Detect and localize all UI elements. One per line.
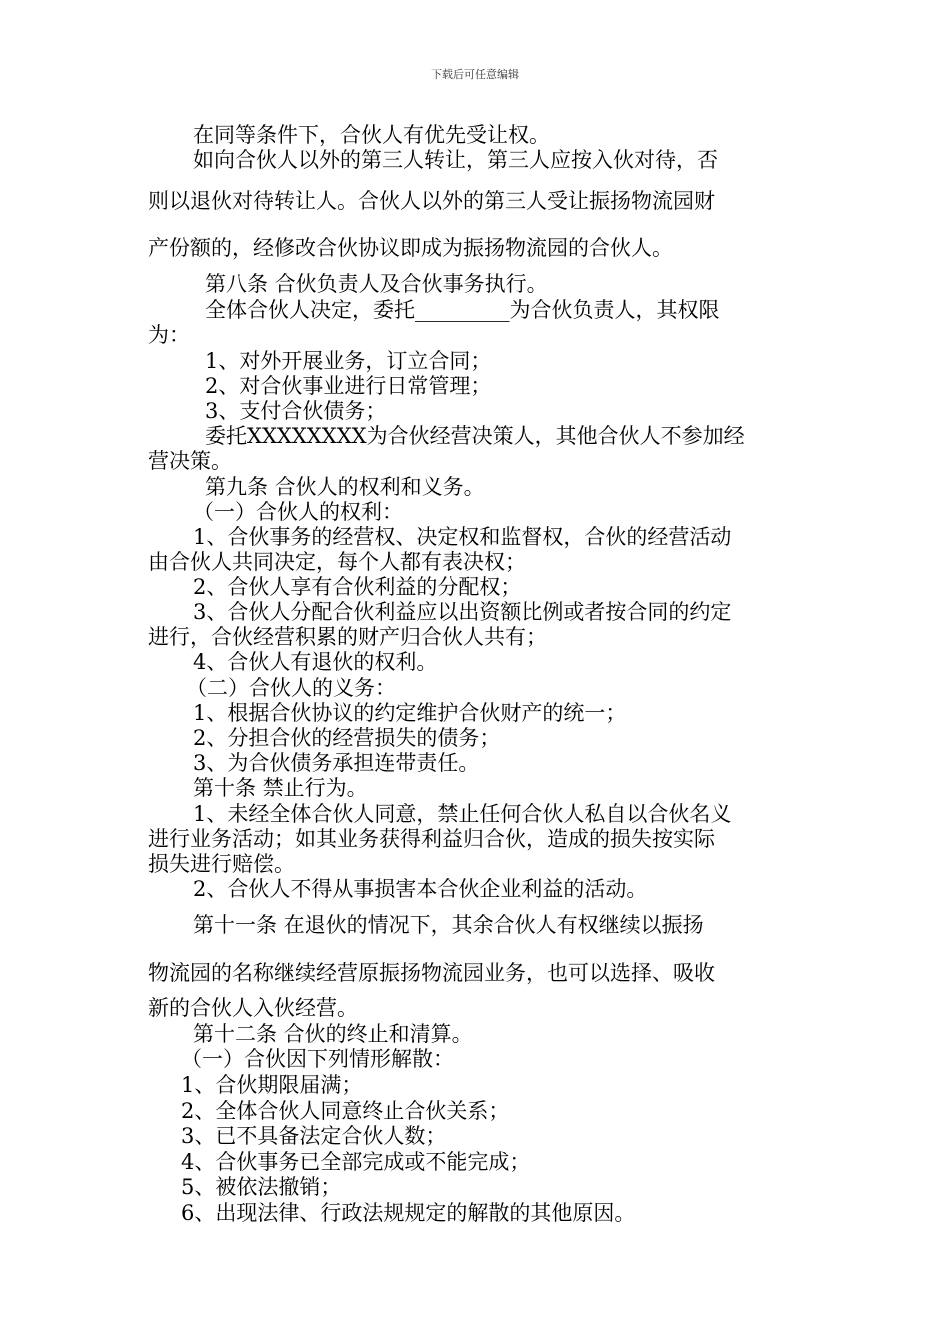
subsection-heading: （二）合伙人的义务： (186, 676, 396, 700)
list-item: 3、已不具备法定合伙人数； (181, 1124, 447, 1148)
section-heading: 第十一条 在退伙的情况下，其余合伙人有权继续以振扬 (193, 913, 704, 937)
text-line: 产份额的，经修改合伙协议即成为振扬物流园的合伙人。 (148, 236, 673, 260)
section-heading: 第十条 禁止行为。 (193, 776, 368, 800)
list-item: 4、合伙人有退伙的权利。 (193, 650, 438, 674)
text-line: 营决策。 (148, 449, 232, 473)
text-line: 进行，合伙经营积累的财产归合伙人共有； (148, 625, 547, 649)
text-line: 在同等条件下，合伙人有优先受让权。 (193, 123, 550, 147)
list-item: 3、为合伙债务承担连带责任。 (193, 751, 480, 775)
text-line: 委托XXXXXXXX为合伙经营决策人，其他合伙人不参加经 (205, 424, 745, 448)
text-line: 如向合伙人以外的第三人转让，第三人应按入伙对待，否 (193, 148, 718, 172)
text-line: 为： (148, 323, 190, 347)
text-line: 损失进行赔偿。 (148, 852, 295, 876)
list-item: 2、合伙人享有合伙利益的分配权； (193, 575, 522, 599)
page-header: 下载后可任意编辑 (431, 68, 519, 81)
text-line: 进行业务活动；如其业务获得利益归合伙，造成的损失按实际 (148, 827, 715, 851)
text-line: 物流园的名称继续经营原振扬物流园业务，也可以选择、吸收 (148, 961, 715, 985)
text-line: 新的合伙人入伙经营。 (148, 996, 358, 1020)
list-item: 2、分担合伙的经营损失的债务； (193, 726, 501, 750)
list-item: 3、合伙人分配合伙利益应以出资额比例或者按合同的约定 (193, 600, 732, 624)
text-line: 全体合伙人决定，委托_________为合伙负责人，其权限 (205, 298, 720, 322)
list-item: 6、出现法律、行政法规规定的解散的其他原因。 (181, 1201, 636, 1225)
list-item: 1、合伙期限届满； (181, 1073, 363, 1097)
list-item: 1、根据合伙协议的约定维护合伙财产的统一； (193, 701, 627, 725)
list-item: 2、对合伙事业进行日常管理； (205, 374, 492, 398)
list-item: 2、全体合伙人同意终止合伙关系； (181, 1099, 510, 1123)
section-heading: 第十二条 合伙的终止和清算。 (193, 1022, 473, 1046)
text-line: 则以退伙对待转让人。合伙人以外的第三人受让振扬物流园财 (148, 189, 715, 213)
section-heading: 第八条 合伙负责人及合伙事务执行。 (205, 272, 548, 296)
list-item: 1、对外开展业务，订立合同； (205, 349, 492, 373)
subsection-heading: （一）合伙人的权利： (193, 500, 403, 524)
list-item: 3、支付合伙债务； (205, 399, 387, 423)
list-item: 2、合伙人不得从事损害本合伙企业利益的活动。 (193, 877, 648, 901)
text-line: 由合伙人共同决定，每个人都有表决权； (148, 550, 526, 574)
list-item: 4、合伙事务已全部完成或不能完成； (181, 1150, 531, 1174)
subsection-heading: （一）合伙因下列情形解散： (181, 1047, 454, 1071)
list-item: 1、未经全体合伙人同意，禁止任何合伙人私自以合伙名义 (193, 802, 732, 826)
list-item: 5、被依法撤销； (181, 1175, 342, 1199)
list-item: 1、合伙事务的经营权、决定权和监督权，合伙的经营活动 (193, 525, 732, 549)
section-heading: 第九条 合伙人的权利和义务。 (205, 475, 485, 499)
